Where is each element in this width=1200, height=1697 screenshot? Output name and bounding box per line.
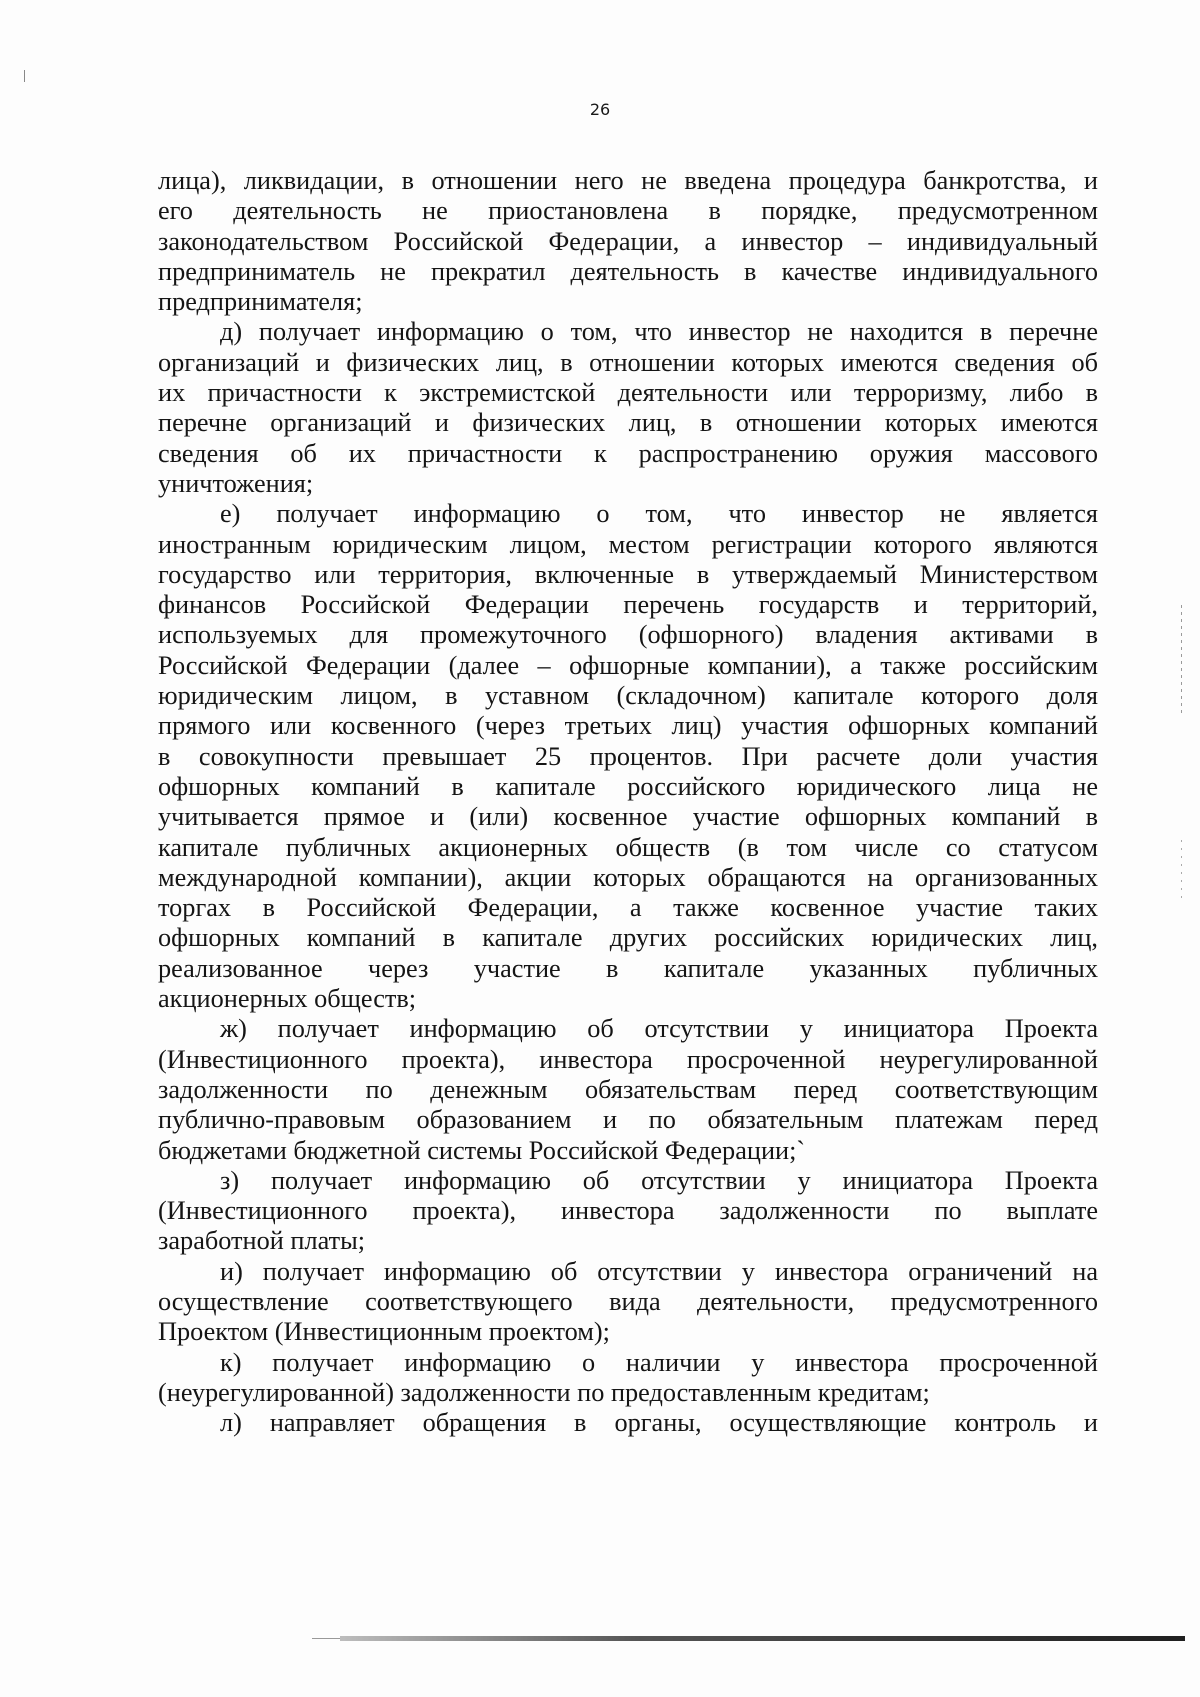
text-line: уничтожения; — [158, 468, 314, 498]
text-line: финансов Российской Федерации перечень государств и территорий, — [158, 590, 1098, 620]
text-line: е) получает информацию о том, что инвестор не является — [220, 499, 1098, 529]
text-line: офшорных компаний в капитале российского юридического лица не — [158, 771, 1098, 801]
text-line: предприниматель не прекратил деятельность в качестве индивидуального — [158, 256, 1098, 286]
text-line: з) получает информацию об отсутствии у инициатора Проекта — [220, 1165, 1098, 1195]
text-line: торгах в Российской Федерации, а также косвенное участие таких — [158, 893, 1098, 923]
text-line: и) получает информацию об отсутствии у инвестора ограничений на — [220, 1256, 1098, 1286]
text-line: его деятельность не приостановлена в порядке, предусмотренном — [158, 196, 1098, 226]
text-line: публично-правовым образованием и по обязательным платежам перед — [158, 1105, 1098, 1135]
text-line: лица), ликвидации, в отношении него не введена процедура банкротства, и — [158, 166, 1098, 195]
text-line: (Инвестиционного проекта), инвестора просроченной неурегулированной — [158, 1044, 1098, 1074]
text-line: организаций и физических лиц, в отношении которых имеются сведения об — [158, 347, 1098, 377]
text-line: заработной платы; — [158, 1226, 366, 1256]
text-line: их причастности к экстремистской деятельности или терроризму, либо в — [158, 378, 1098, 408]
text-line: капитале публичных акционерных обществ (в том числе со статусом — [158, 832, 1098, 862]
document-body — [158, 166, 1098, 1438]
text-line: осуществление соответствующего вида деятельности, предусмотренного — [158, 1286, 1098, 1316]
scan-edge-shadow — [340, 1636, 1185, 1641]
text-line: юридическим лицом, в уставном (складочном) капитале которого доля — [158, 681, 1098, 711]
text-line: бюджетами бюджетной системы Российской Федерации;` — [158, 1135, 806, 1165]
text-line: учитывается прямое и (или) косвенное участие офшорных компаний в — [158, 802, 1098, 832]
text-line: задолженности по денежным обязательствам перед соответствующим — [158, 1074, 1098, 1104]
text-line: офшорных компаний в капитале других российских юридических лиц, — [158, 923, 1098, 953]
text-line: используемых для промежуточного (офшорного) владения активами в — [158, 620, 1098, 650]
text-line: (неурегулированной) задолженности по предоставленным кредитам; — [158, 1377, 930, 1407]
text-line: (Инвестиционного проекта), инвестора задолженности по выплате — [158, 1196, 1098, 1226]
text-line: Проектом (Инвестиционным проектом); — [158, 1317, 610, 1347]
text-line: реализованное через участие в капитале указанных публичных — [158, 953, 1098, 983]
text-line: перечне организаций и физических лиц, в отношении которых имеются — [158, 408, 1098, 438]
text-line: государство или территория, включенные в утверждаемый Министерством — [158, 559, 1098, 589]
scan-artifact — [312, 1638, 340, 1639]
text-line: иностранным юридическим лицом, местом регистрации которого являются — [158, 529, 1098, 559]
text-line: прямого или косвенного (через третьих лиц) участия офшорных компаний — [158, 711, 1098, 741]
text-line: законодательством Российской Федерации, а инвестор – индивидуальный — [158, 226, 1098, 256]
scan-artifact — [24, 70, 25, 82]
text-line: ж) получает информацию об отсутствии у инициатора Проекта — [220, 1014, 1098, 1044]
text-line: предпринимателя; — [158, 287, 363, 317]
text-line: сведения об их причастности к распространению оружия массового — [158, 438, 1098, 468]
text-line: акционерных обществ; — [158, 984, 417, 1014]
text-line: л) направляет обращения в органы, осуществляющие контроль и — [220, 1408, 1098, 1438]
text-line: д) получает информацию о том, что инвестор не находится в перечне — [220, 317, 1098, 347]
text-line: Российской Федерации (далее – офшорные компании), а также российским — [158, 650, 1098, 680]
page-number: 26 — [589, 100, 611, 119]
text-line: международной компании), акции которых обращаются на организованных — [158, 862, 1098, 892]
scan-artifact — [1181, 605, 1182, 715]
text-line: к) получает информацию о наличии у инвестора просроченной — [220, 1347, 1098, 1377]
text-line: в совокупности превышает 25 процентов. При расчете доли участия — [158, 741, 1098, 771]
scan-artifact — [1181, 840, 1182, 900]
